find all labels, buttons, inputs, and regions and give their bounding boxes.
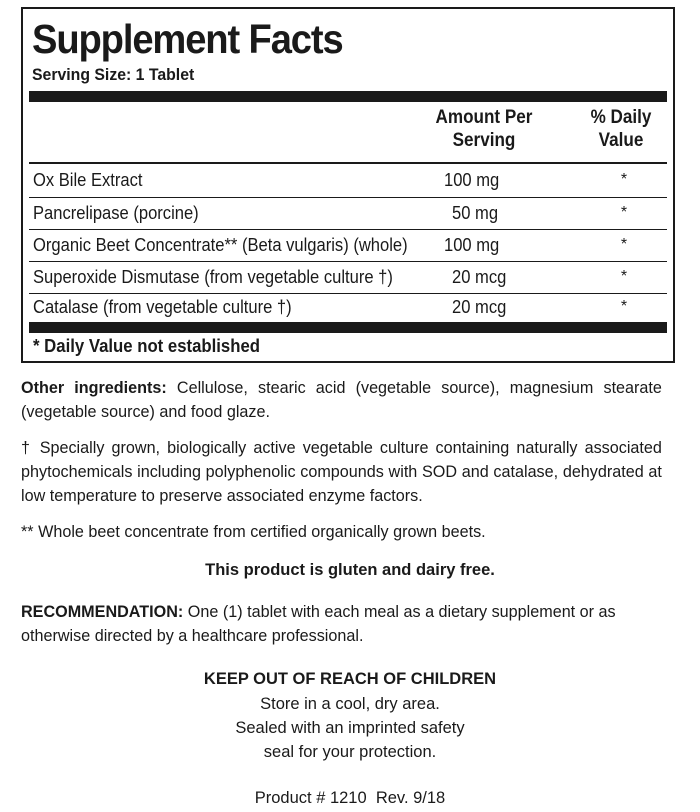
other-ingredients bbox=[21, 376, 662, 424]
storage-line: Store in a cool, dry area. bbox=[260, 695, 440, 713]
dv-header-line2: Value bbox=[598, 130, 644, 151]
other-ingredients-label: Other ingredients: bbox=[21, 379, 167, 397]
beet-note: ** Whole beet concentrate from certified organically grown beets. bbox=[21, 523, 486, 541]
seal-line-1: Sealed with an imprinted safety bbox=[235, 719, 465, 737]
ingredient-name: Catalase (from vegetable culture †) bbox=[33, 297, 292, 317]
table-row bbox=[29, 229, 667, 261]
ingredient-name: Ox Bile Extract bbox=[33, 170, 143, 190]
top-divider-bar bbox=[29, 91, 667, 102]
dv-header-line1: % Daily bbox=[590, 107, 652, 128]
ingredient-daily-value: * bbox=[620, 171, 628, 188]
amount-header-line2: Serving bbox=[452, 130, 516, 151]
gluten-note: This product is gluten and dairy free. bbox=[205, 561, 495, 579]
ingredient-amount: 20 mcg bbox=[452, 267, 507, 287]
ingredient-name: Superoxide Dismutase (from vegetable culture †) bbox=[33, 267, 393, 287]
seal-line-2: seal for your protection. bbox=[263, 743, 437, 761]
warning-title: KEEP OUT OF REACH OF CHILDREN bbox=[203, 670, 497, 688]
ingredient-name: Organic Beet Concentrate** (Beta vulgaris) (whole) bbox=[33, 235, 408, 255]
daily-value-footnote: * Daily Value not established bbox=[33, 336, 261, 356]
table-row bbox=[29, 164, 667, 196]
ingredient-amount: 100 mg bbox=[444, 235, 500, 255]
ingredient-name: Pancrelipase (porcine) bbox=[33, 203, 199, 223]
daily-value-header bbox=[580, 106, 663, 152]
ingredient-daily-value: * bbox=[620, 204, 628, 221]
ingredient-amount: 100 mg bbox=[444, 170, 500, 190]
supplement-facts-panel bbox=[21, 7, 675, 363]
recommendation-text: One (1) tablet with each meal as a dietary supplement or as otherwise directed by a healthcare professional. bbox=[21, 603, 616, 645]
recommendation bbox=[21, 600, 662, 648]
table-row bbox=[29, 261, 667, 293]
ingredient-amount: 20 mcg bbox=[452, 297, 507, 317]
dagger-note: † Specially grown, biologically active vegetable culture containing naturally associated phytochemicals including polyphenolic compounds with SOD and catalase, dehydrated at low temperature to preserve associated enzyme factors. bbox=[21, 439, 662, 505]
table-row bbox=[29, 291, 667, 323]
ingredient-daily-value: * bbox=[620, 236, 628, 253]
amount-per-serving-header bbox=[426, 106, 543, 152]
ingredient-amount: 50 mg bbox=[452, 203, 499, 223]
recommendation-label: RECOMMENDATION: bbox=[21, 603, 184, 621]
ingredient-daily-value: * bbox=[620, 268, 628, 285]
bottom-divider-bar bbox=[29, 322, 667, 333]
product-info: Product # 1210 Rev. 9/18 bbox=[254, 789, 446, 807]
other-ingredients-text: Cellulose, stearic acid (vegetable source), magnesium stearate (vegetable source) and food glaze. bbox=[21, 379, 662, 421]
facts-title: Supplement Facts bbox=[32, 16, 343, 62]
ingredient-daily-value: * bbox=[620, 298, 628, 315]
table-row bbox=[29, 197, 667, 229]
serving-size: Serving Size: 1 Tablet bbox=[32, 65, 195, 84]
amount-header-line1: Amount Per bbox=[435, 107, 533, 128]
